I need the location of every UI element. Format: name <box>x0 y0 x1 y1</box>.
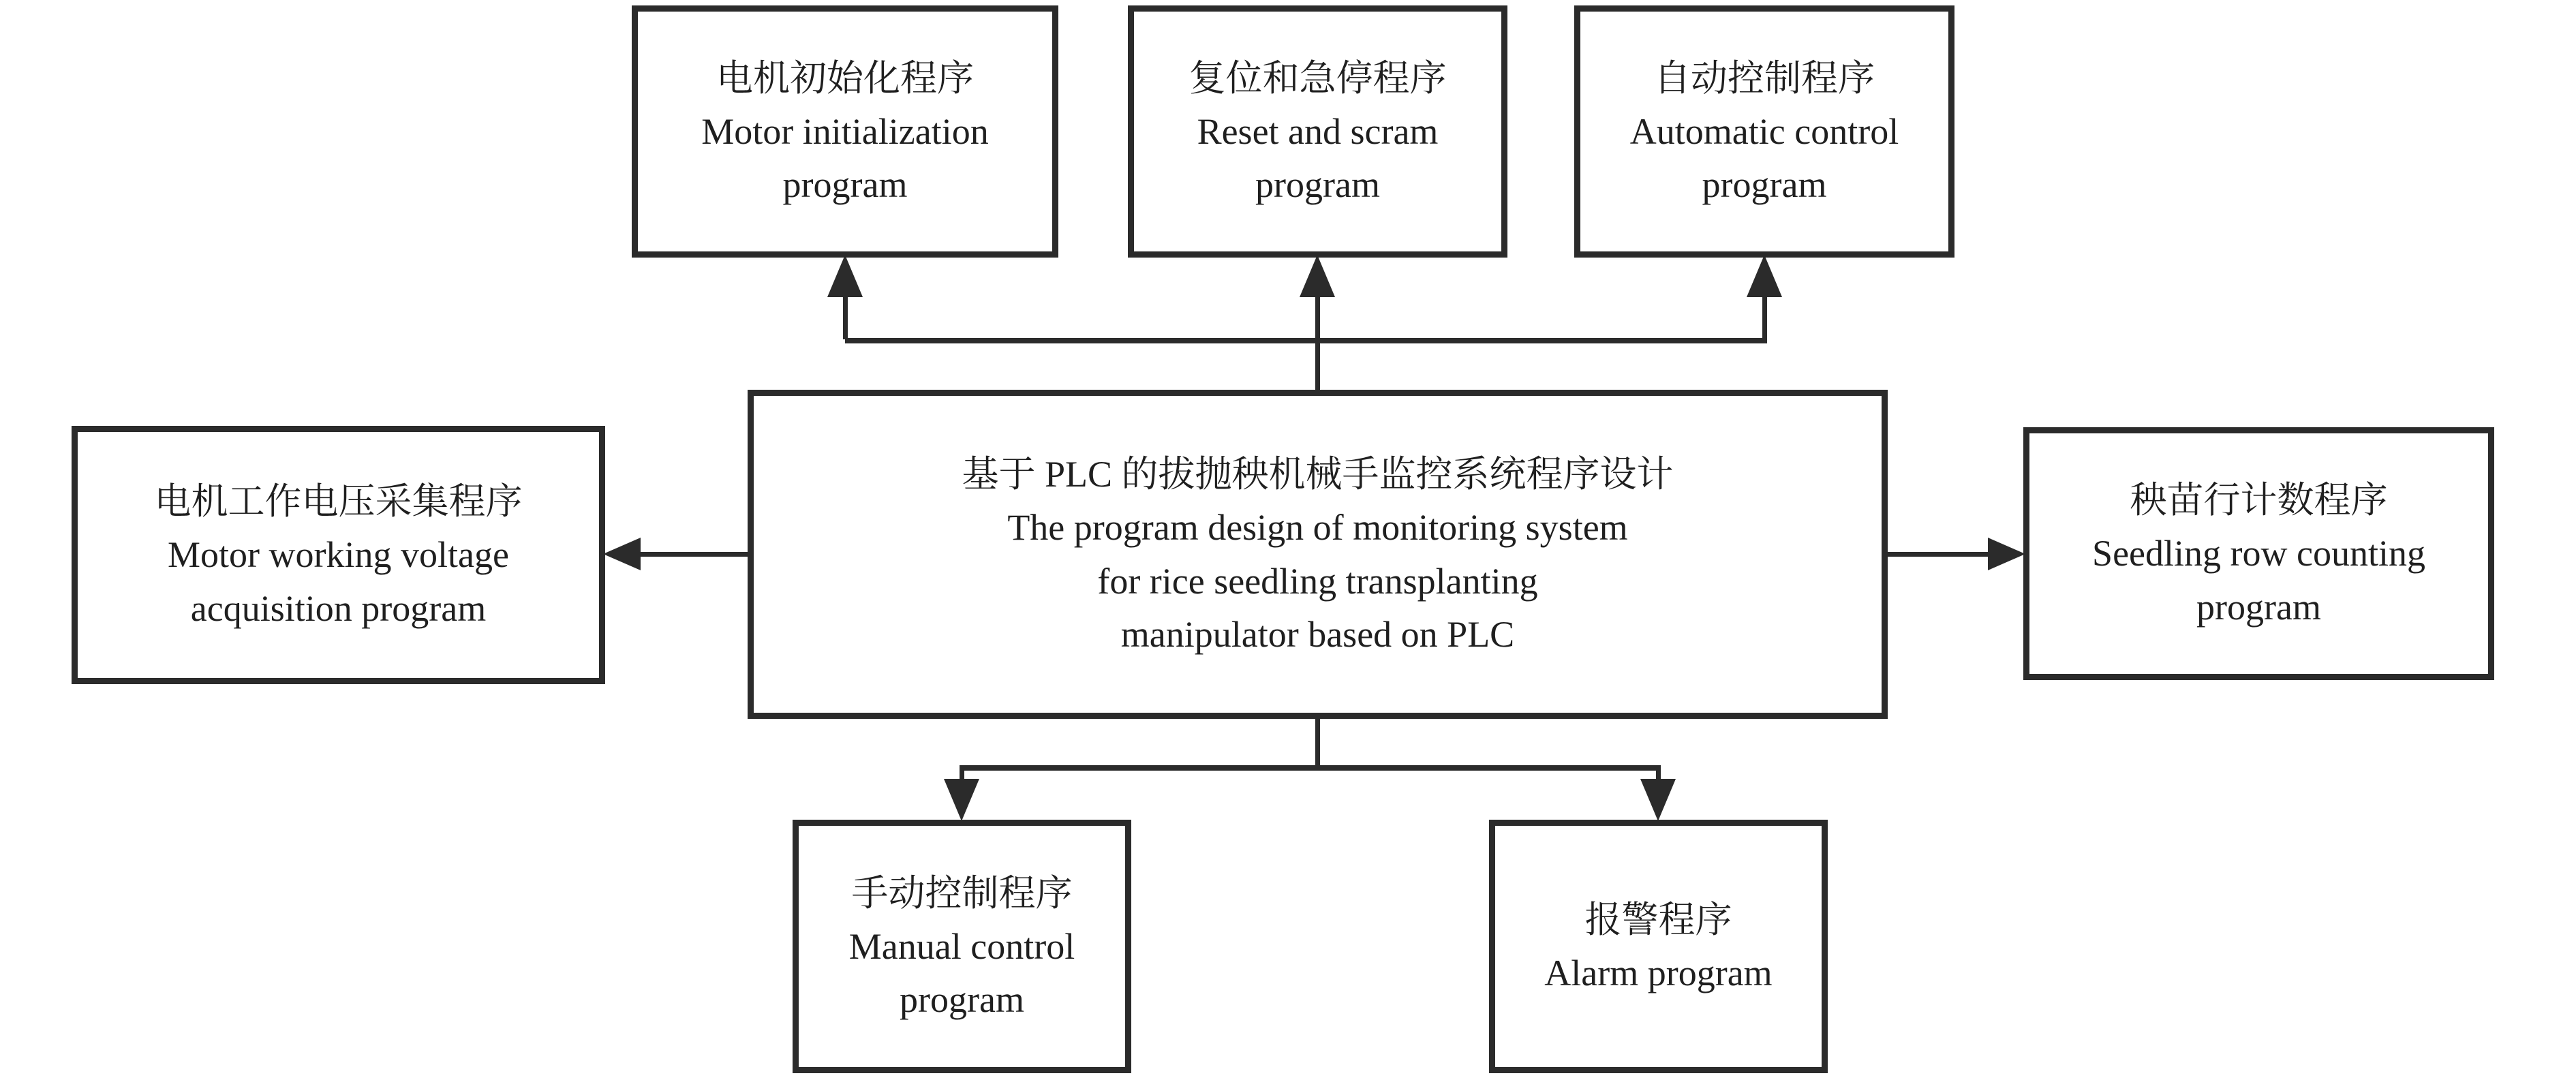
box-alarm-line-en1: Alarm program <box>1544 953 1773 993</box>
box-motor-initialization-program <box>632 5 1058 258</box>
connector-top-horizontal-line <box>845 338 1767 343</box>
box-row-counting-line-en2: program <box>2196 586 2321 628</box>
arrowhead-up-icon <box>827 255 863 297</box>
box-voltage-acquisition-line-en1: Motor working voltage <box>168 534 509 576</box>
box-automatic-control-line-zh: 自动控制程序 <box>1654 57 1875 99</box>
box-reset-and-scram-line-en1: Reset and scram <box>1197 110 1439 152</box>
connector-center-bottom-stem <box>1315 719 1320 768</box>
box-manual-control-line-en2: program <box>900 979 1024 1021</box>
arrowhead-up-icon <box>1747 255 1782 297</box>
arrowhead-down-icon <box>1640 779 1676 821</box>
box-reset-and-scram-line-zh: 复位和急停程序 <box>1189 57 1447 99</box>
box-motor-working-voltage-acquisition-program <box>72 426 605 684</box>
box-automatic-control-line-en2: program <box>1702 164 1827 206</box>
connector-center-top-stem <box>1315 343 1320 390</box>
box-voltage-acquisition-line-zh: 电机工作电压采集程序 <box>154 481 523 523</box>
box-reset-and-scram-line-en2: program <box>1255 164 1380 206</box>
connector-right-line <box>1888 552 1990 557</box>
arrowhead-left-icon <box>603 538 641 570</box>
box-row-counting-line-zh: 秧苗行计数程序 <box>2130 480 2388 521</box>
box-central-line-en1: The program design of monitoring system <box>1007 507 1628 549</box>
box-automatic-control-program <box>1574 5 1954 258</box>
box-seedling-row-counting-program <box>2023 427 2494 680</box>
connector-top-left-stem <box>843 294 848 339</box>
arrowhead-right-icon <box>1988 538 2025 570</box>
arrowhead-up-icon <box>1300 255 1335 297</box>
connector-top-middle-stem <box>1315 294 1320 339</box>
connector-top-right-stem <box>1762 294 1767 339</box>
box-central-line-en3: manipulator based on PLC <box>1120 613 1515 655</box>
box-alarm-program <box>1489 820 1828 1073</box>
box-alarm-line-zh: 报警程序 <box>1584 899 1732 940</box>
box-motor-initialization-line-zh: 电机初始化程序 <box>716 57 974 99</box>
box-automatic-control-line-en1: Automatic control <box>1629 110 1899 152</box>
connector-left-line <box>639 552 748 557</box>
box-reset-and-scram-program <box>1128 5 1507 258</box>
box-central-monitoring-system <box>748 390 1888 719</box>
connector-bottom-horizontal-line <box>960 765 1661 771</box>
arrowhead-down-icon <box>944 779 979 821</box>
box-manual-control-program <box>793 820 1131 1073</box>
box-manual-control-line-zh: 手动控制程序 <box>851 872 1073 914</box>
box-manual-control-line-en1: Manual control <box>848 925 1075 967</box>
box-central-line-zh: 基于 PLC 的拔抛秧机械手监控系统程序设计 <box>962 453 1674 495</box>
box-voltage-acquisition-line-en2: acquisition program <box>190 587 487 629</box>
box-central-line-en2: for rice seedling transplanting <box>1097 560 1538 602</box>
box-motor-initialization-line-en1: Motor initialization <box>701 110 989 152</box>
box-row-counting-line-en1: Seedling row counting <box>2092 533 2425 574</box>
box-motor-initialization-line-en2: program <box>782 164 908 206</box>
